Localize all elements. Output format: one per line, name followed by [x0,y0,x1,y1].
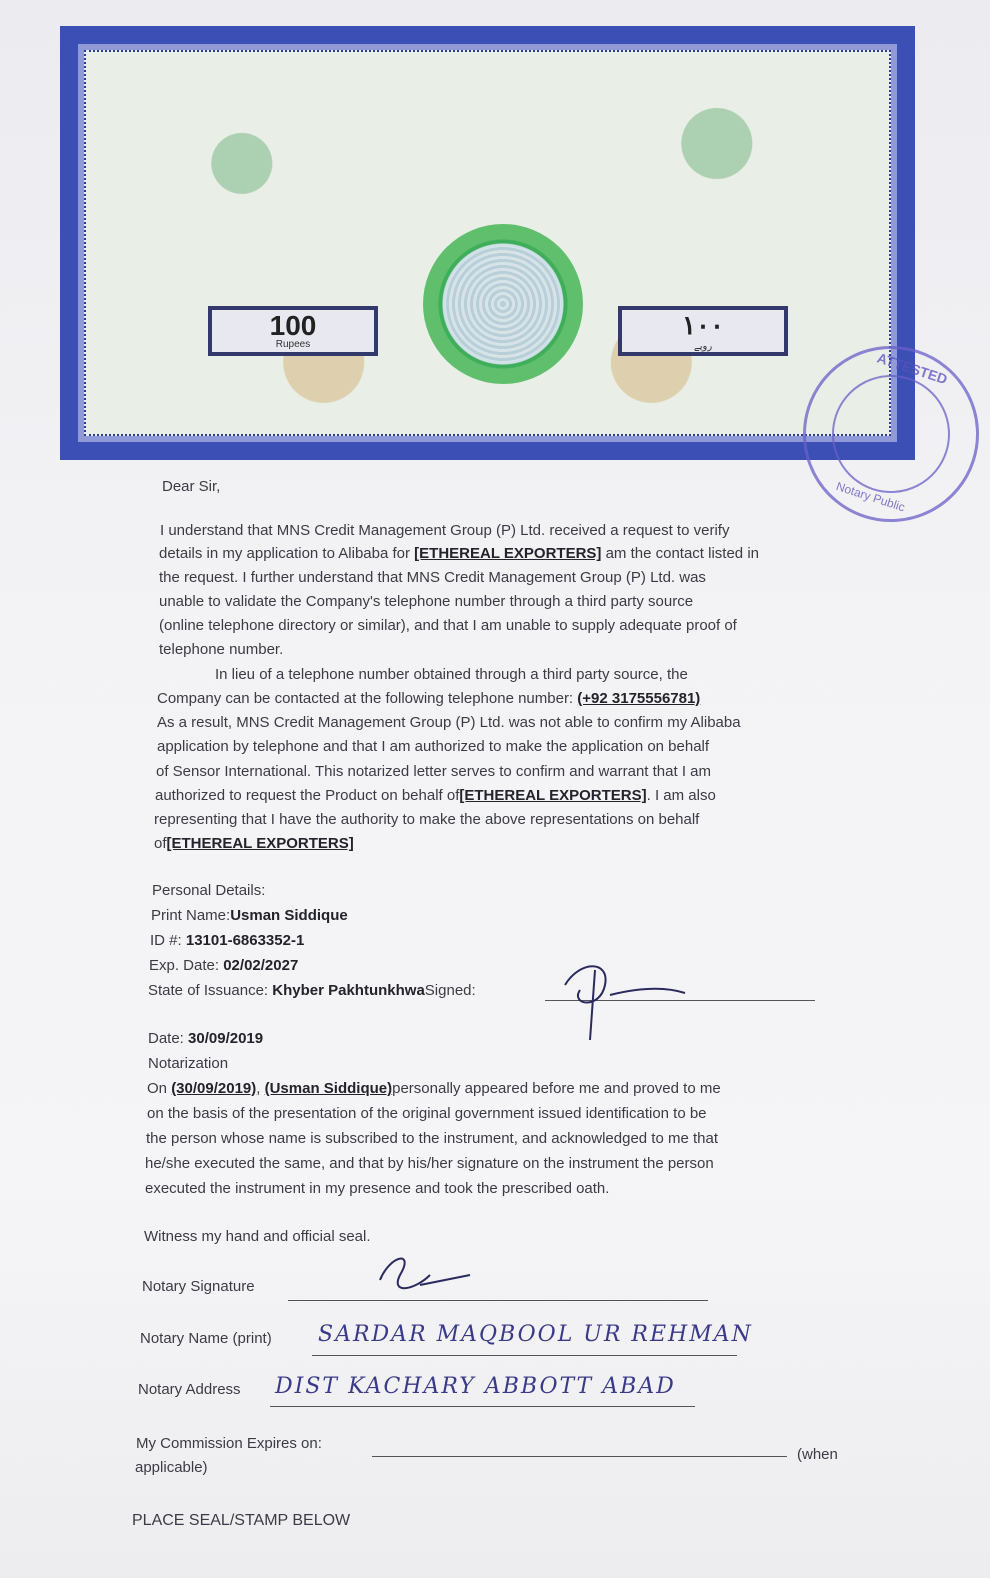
denomination-box-urdu [618,306,788,356]
letter-line: telephone number. [159,641,284,658]
stamp-emblem [423,224,583,384]
stamp-paper-header [60,26,915,460]
commission-label: My Commission Expires on: [136,1435,322,1452]
letter-line: authorized to request the Product on behalf of[ETHEREAL EXPORTERS]. I am also [155,787,716,804]
seal-text-bottom: Notary Public [834,479,907,515]
denomination-box-english [208,306,378,356]
letter-line: representing that I have the authority to make the above representations on behalf [154,811,700,828]
notary-signature [370,1245,480,1305]
notary-address-label: Notary Address [138,1381,241,1398]
personal-details-heading: Personal Details: [152,882,266,899]
notary-name-handwritten: SARDAR MAQBOOL UR REHMAN [318,1322,753,1347]
seal-text-top: ATTESTED [875,349,950,388]
salutation: Dear Sir, [162,478,221,495]
notarization-line: he/she executed the same, and that by his/her signature on the instrument the person [145,1155,714,1172]
witness-line: Witness my hand and official seal. [144,1228,371,1245]
denomination-urdu-unit: روپے [693,341,713,352]
letter-line: (online telephone directory or similar), and that I am unable to supply adequate proof of [159,617,737,634]
place-seal-instruction: PLACE SEAL/STAMP BELOW [132,1512,351,1529]
letter-line: Company can be contacted at the following telephone number: (+92 3175556781) [157,690,701,707]
notary-name-line [312,1355,737,1356]
letter-line: application by telephone and that I am authorized to make the application on behalf [157,738,710,755]
notary-name-label: Notary Name (print) [140,1330,272,1347]
denomination-urdu-value: ١٠٠ [682,310,724,340]
notary-address-handwritten: DIST KACHARY ABBOTT ABAD [275,1374,676,1399]
applicant-signature [550,955,700,1045]
denomination-value: 100 [269,309,317,341]
print-name-row: Print Name:Usman Siddique [151,907,348,924]
letter-line: In lieu of a telephone number obtained through a third party source, the [215,666,688,683]
state-row: State of Issuance: Khyber PakhtunkhwaSigned: [148,982,476,999]
letter-line: As a result, MNS Credit Management Group (P) Ltd. was not able to confirm my Alibaba [157,714,741,731]
notary-address-line [270,1406,695,1407]
commission-line [372,1456,787,1457]
commission-when: (when [797,1446,838,1463]
denomination-unit: Rupees [275,338,311,350]
letter-line: details in my application to Alibaba for [ETHEREAL EXPORTERS] am the contact listed in [159,545,759,562]
notary-signature-line [288,1300,708,1301]
letter-line: the request. I further understand that MNS Credit Management Group (P) Ltd. was [159,569,706,586]
letter-line: of[ETHEREAL EXPORTERS] [154,835,354,852]
notarization-line: On (30/09/2019), (Usman Siddique)personally appeared before me and proved to me [147,1080,721,1097]
notarization-heading: Notarization [148,1055,229,1072]
notarization-line: on the basis of the presentation of the original government issued identification to be [147,1105,707,1122]
letter-line: I understand that MNS Credit Management Group (P) Ltd. received a request to verify [160,522,730,539]
letter-line: unable to validate the Company's telephone number through a third party source [159,593,694,610]
date-row: Date: 30/09/2019 [148,1030,264,1047]
letter-line: of Sensor International. This notarized letter serves to confirm and warrant that I am [156,763,711,780]
notary-signature-label: Notary Signature [142,1278,255,1295]
exp-date-row: Exp. Date: 02/02/2027 [149,957,299,974]
id-row: ID #: 13101-6863352-1 [150,932,305,949]
notarization-line: the person whose name is subscribed to the instrument, and acknowledged to me that [146,1130,718,1147]
commission-applicable: applicable) [135,1459,208,1476]
notarization-line: executed the instrument in my presence and took the prescribed oath. [145,1180,610,1197]
